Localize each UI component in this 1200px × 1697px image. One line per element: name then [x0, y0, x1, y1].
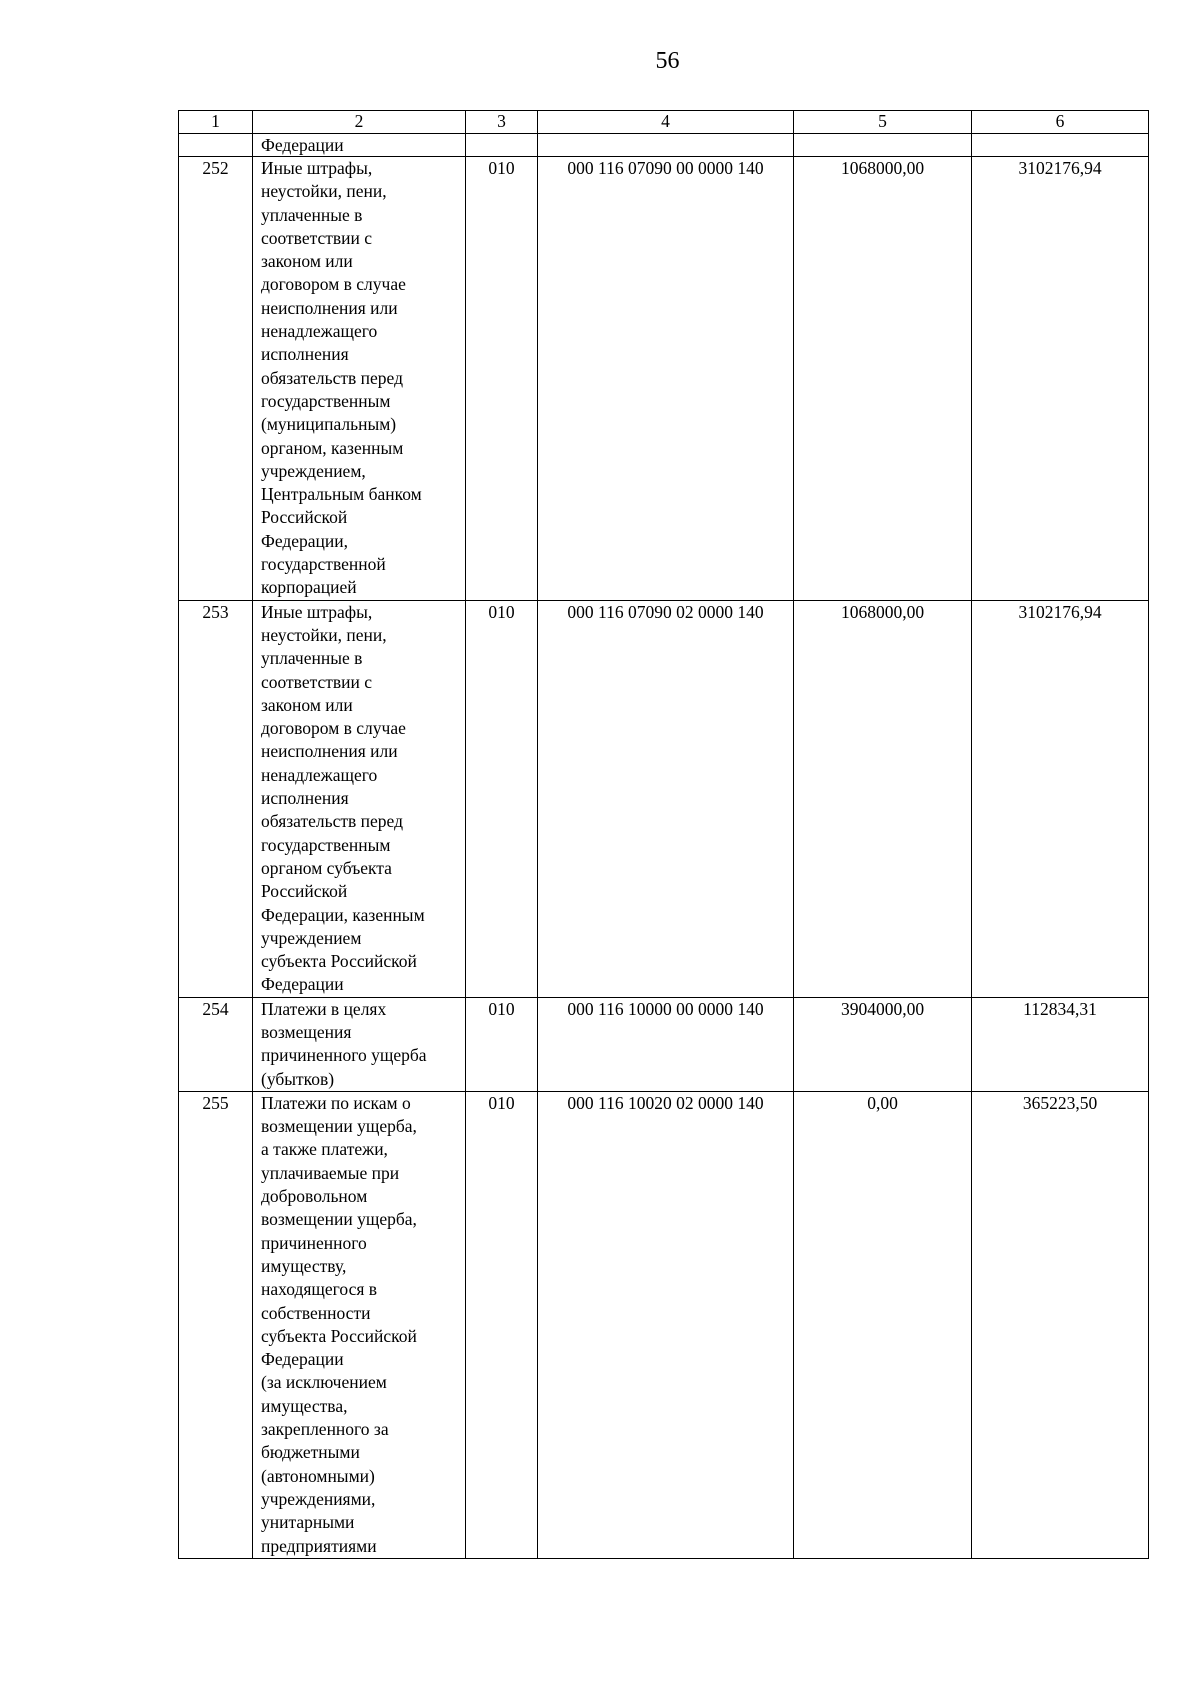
row-code	[538, 134, 794, 157]
row-number: 253	[179, 600, 253, 997]
header-cell-6: 6	[972, 111, 1149, 134]
row-grbs: 010	[466, 600, 538, 997]
row-name: Федерации	[253, 134, 466, 157]
row-code: 000 116 10000 00 0000 140	[538, 997, 794, 1091]
table-row	[179, 997, 1149, 1091]
table-row	[179, 1091, 1149, 1558]
header-cell-2: 2	[253, 111, 466, 134]
page-number: 56	[655, 48, 680, 74]
header-row	[179, 111, 1149, 134]
row-amount-6	[972, 134, 1149, 157]
header-cell-4: 4	[538, 111, 794, 134]
row-amount-5: 0,00	[794, 1091, 972, 1558]
row-name: Иные штрафы, неустойки, пени, уплаченные в соответствии с законом или договором в случае неисполнения или ненадлежащего исполнения обязательств перед государственным (муниципальным) органом, казенным учреждением, Центральным банком Российской Федерации, государственной корпорацией	[253, 157, 466, 601]
row-code: 000 116 07090 00 0000 140	[538, 157, 794, 601]
row-number: 252	[179, 157, 253, 601]
row-amount-6: 3102176,94	[972, 600, 1149, 997]
row-grbs: 010	[466, 997, 538, 1091]
row-name: Иные штрафы, неустойки, пени, уплаченные в соответствии с законом или договором в случае неисполнения или ненадлежащего исполнения обязательств перед государственным органом субъекта Российской Федерации, казенным учреждением субъекта Российской Федерации	[253, 600, 466, 997]
row-code: 000 116 07090 02 0000 140	[538, 600, 794, 997]
header-cell-1: 1	[179, 111, 253, 134]
row-name: Платежи по искам о возмещении ущерба, а также платежи, уплачиваемые при добровольном возмещении ущерба, причиненного имуществу, находящегося в собственности субъекта Российской Федерации (за исключением имущества, закрепленного за бюджетными (автономными) учреждениями, унитарными предприятиями	[253, 1091, 466, 1558]
continuation-row	[179, 134, 1149, 157]
row-code: 000 116 10020 02 0000 140	[538, 1091, 794, 1558]
row-grbs	[466, 134, 538, 157]
row-amount-5: 1068000,00	[794, 157, 972, 601]
row-number: 254	[179, 997, 253, 1091]
revenue-table	[178, 110, 1149, 1559]
row-amount-6: 112834,31	[972, 997, 1149, 1091]
row-number	[179, 134, 253, 157]
row-name: Платежи в целях возмещения причиненного ущерба (убытков)	[253, 997, 466, 1091]
row-number: 255	[179, 1091, 253, 1558]
row-amount-5: 3904000,00	[794, 997, 972, 1091]
row-amount-5	[794, 134, 972, 157]
header-cell-5: 5	[794, 111, 972, 134]
row-amount-5: 1068000,00	[794, 600, 972, 997]
row-amount-6: 365223,50	[972, 1091, 1149, 1558]
row-grbs: 010	[466, 1091, 538, 1558]
row-amount-6: 3102176,94	[972, 157, 1149, 601]
table-row	[179, 157, 1149, 601]
header-cell-3: 3	[466, 111, 538, 134]
table-row	[179, 600, 1149, 997]
row-grbs: 010	[466, 157, 538, 601]
